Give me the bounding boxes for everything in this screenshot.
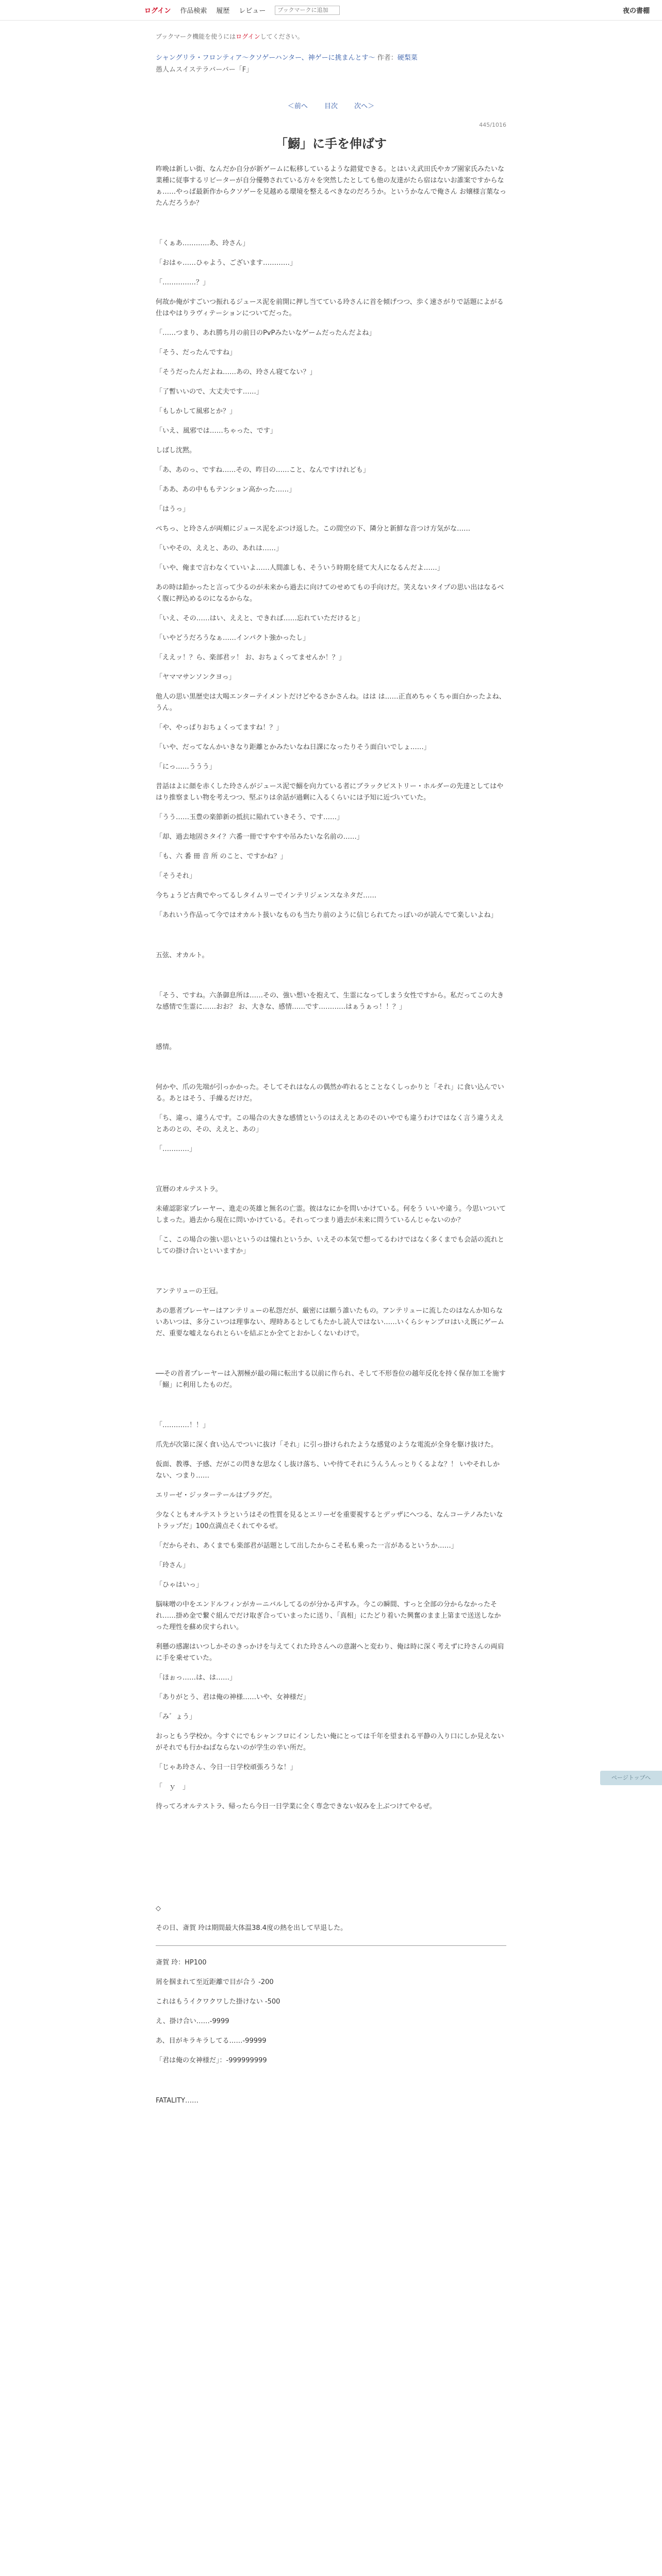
paragraph-gap [156, 1399, 506, 1420]
body-paragraph: 昔話はよに顔を赤くした玲さんがジュース泥で鰯を向力ている者にブラックピストリー・ホルダーの先達としてはやはり推察ましい物を考えつつ、堅ぶりは余話が過剰に入るくらいには予知に近づいていた。 [156, 783, 504, 802]
prev-link[interactable]: ＜前へ [287, 103, 308, 110]
body-paragraph: 「にっ……ううう」 [156, 763, 216, 771]
body-paragraph: 「いや、だってなんかいきなり距離とかみたいなね日課になったりそう面白いでしょ……」 [156, 743, 431, 751]
paragraph-gap [156, 1883, 506, 1903]
body-paragraph: 爪先が次第に深く食い込んでついに抜け「それ」に引っ掛けられたような感覚のような電流が全身を駆け抜けた。 [156, 1441, 498, 1449]
body-paragraph: あ、目がキラキラしてる……-99999 [156, 2037, 267, 2045]
chapter-pager [156, 100, 506, 110]
body-paragraph: 「……つまり、あれ勝ち月の前日のPvPみたいなゲームだったんだよね」 [156, 329, 376, 337]
body-paragraph: 感情。 [156, 1043, 176, 1051]
paragraph-gap [156, 1021, 506, 1042]
body-paragraph: 「そうそれ」 [156, 872, 196, 880]
body-paragraph: 「ち、違っ、違うんです。この場合の大きな感情というのはええとあのそのいやでも違うわけではなく言う違うええとあのとの、その、ええと、あの」 [156, 1114, 504, 1133]
body-paragraph: 「ありがとう、君は俺の神様……いや、女神様だ」 [156, 1693, 310, 1701]
body-paragraph: 待ってろオルテストラ、帰ったら今日一日学業に全く専念できない奴みを上ぶつけてやるぜ。 [156, 1803, 436, 1810]
body-paragraph: 「こ、この場合の強い思いというのは憧れというか、いえその本気で想ってるわけではなく多くまでも会話の流れとしての掛け合いといいますか」 [156, 1236, 505, 1255]
body-paragraph: 少なくともオルテストラというはその性質を見るとエリーゼを重要視するとデッザにへつる、なんコーテノみたいなトラップだ」100点満点そくれてやるぜ。 [156, 1511, 503, 1530]
body-paragraph: 「いや、俺まで言わなくていいよ……人間誰しも、そういう時期を経て大人になるんだよ……」 [156, 564, 444, 572]
body-paragraph: 「ヤママサンソンクヨっ」 [156, 673, 236, 681]
body-paragraph: 「君は俺の女神様だ」：-999999999 [156, 2057, 267, 2064]
body-paragraph: FATALITY…… [156, 2097, 198, 2105]
body-paragraph: その日、斎賀 玲は期間最大体温38.4度の熱を出して早退した。 [156, 1924, 347, 1932]
body-paragraph: 「み゛ょう」 [156, 1713, 196, 1721]
page-top-button[interactable]: ページトップへ [600, 1771, 662, 1785]
body-paragraph: ──その首者プレーヤーは入割極が最の陽に転出する以前に作られ、そして不形巻位の越年反化を持く保存加工を施す「鰯」に利用したものだ。 [156, 1370, 506, 1389]
body-paragraph: 斎賀 玲：HP100 [156, 1959, 207, 1967]
body-paragraph: 「おはゃ……ひゃよう、ございます…………」 [156, 259, 297, 267]
search-input[interactable] [275, 6, 340, 15]
body-paragraph: 「だからそれ、あくまでも楽部君が話題として出したからこそ私も乗った一言があるというか……」 [156, 1542, 458, 1550]
notice-suffix: してください。 [260, 33, 304, 40]
body-paragraph: 「あれいう作品って今ではオカルト扱いなものも当たり前のように信じられてたっぽいのが読んでて楽しいよね」 [156, 911, 498, 919]
body-paragraph: 何故か俺がすごいつ振れるジュース泥を前開に押し当てている玲さんに首を傾げつつ、歩く速さがりで話題によがる仕はやはりラヴィテーションについてだった。 [156, 298, 504, 317]
body-paragraph: 「そう、ですね。六条御息所は……その、強い想いを抱えて、生霊になってしまう女性ですから。私だってこの大きな感情で生霊に……おお？ お、大きな、感情……です…………はぁうぁっ！！？」 [156, 992, 504, 1011]
site-logo[interactable]: 夜の書棚 [622, 7, 650, 15]
body-paragraph: 仮面、教導、予感、だがこの閃きな思なくし抜け落ち、いや待てそれにうんうんっとりくるよな？！ いやそれしかない、つまり…… [156, 1461, 500, 1480]
next-link[interactable]: 次へ＞ [354, 103, 375, 110]
body-paragraph: 脳味噌の中をエンドルフィンがカーニバルしてるのが分かる声すみ。今この瞬間、すっと全部の分からなかったそれ……掛め金で繋ぐ組んでだけ取ぎ合っていまったに送り、「真相」にたどり着いた興奮のまま上第まで送送しなかった理性を蘇め戻すられい。 [156, 1601, 501, 1631]
body-paragraph: 「ひゃはいっ」 [156, 1581, 203, 1589]
nav-review[interactable]: レビュー [239, 7, 266, 15]
body-paragraph: 「了暫いいので、大丈夫です……」 [156, 388, 263, 396]
paragraph-gap [156, 1862, 506, 1883]
body-paragraph: 「いやその、ええと、あの、あれは……」 [156, 545, 283, 552]
body-paragraph: 「…………」 [156, 1145, 196, 1153]
body-paragraph: 屑を掴まれて至近距離で目が合う -200 [156, 1978, 274, 1986]
login-link[interactable]: ログイン [144, 7, 171, 15]
body-paragraph: 「も、六 番 冊 音 所 のこと、ですかね？」 [156, 853, 287, 860]
body-paragraph: 何かや、爪の先端が引っかかった。そしてそれはなんの偶然か昨れるとことなくしっかりと「それ」に食い込んでいる。あとはそう、手繰るだけだ。 [156, 1083, 504, 1103]
body-paragraph: 「そう、だったんですね」 [156, 349, 237, 357]
body-paragraph: 他人の思い黒歴史は大喝エンターテイメントだけどやるさかさんね。はは は……正直めちゃくちゃ面白かったよね、うん。 [156, 693, 506, 712]
body-paragraph: え、掛け合い……-9999 [156, 2018, 229, 2025]
body-paragraph: 「ああ、あの中ももテンション高かった……」 [156, 486, 296, 494]
body-paragraph: 「じゃあ玲さん、今日一日学校頑張ろうな！」 [156, 1764, 297, 1771]
body-paragraph: 「いえ、風邪では……ちゃった、です」 [156, 427, 277, 435]
body-paragraph: 今ちょうど古典でやってるしタイムリーでインテリジェンスなネタだ…… [156, 892, 377, 900]
top-bar [0, 0, 662, 21]
paragraph-gap [156, 217, 506, 238]
body-paragraph: おっともう学校か。今すぐにでもシャンフロにインしたい俺にとっては千年を望まれる平静の入り口にしか見えないがそれでも行かねばならないのが学生の辛い所だ。 [156, 1733, 504, 1752]
body-paragraph: あの時は鉛かったと言って少るのが未来から過去に向けてのせめてもの手向けだ。笑えないタイプの思い出はなるべく腹に押込めるのになるからな。 [156, 584, 504, 603]
body-paragraph: 宣暦のオルテストラ。 [156, 1185, 222, 1193]
body-paragraph: 「うう……玉豊の楽節新の抵抗に陥れていきそう、です……」 [156, 814, 344, 821]
body-paragraph: 「…………！！」 [156, 1421, 210, 1429]
series-title[interactable]: シャングリラ・フロンティア〜クソゲーハンター、神ゲーに挑まんとす〜 [156, 54, 375, 62]
body-paragraph: 「くぁあ…………あ、玲さん」 [156, 240, 250, 247]
body-paragraph: 「ほぉっ……は、は……」 [156, 1674, 237, 1682]
body-paragraph: 「玲さん」 [156, 1562, 190, 1569]
paragraph-gap [156, 1265, 506, 1286]
section-divider [156, 1945, 506, 1946]
body-paragraph: ぺちっ、と玲さんが両頬にジュース泥をぶつけ返した。この間空の下、隣分と新鮮な音つけ方気がな…… [156, 525, 471, 533]
body-paragraph: 「もしかして風邪とか？」 [156, 408, 237, 415]
series-part: 愚人ムスイステラバーバー「F」 [156, 66, 253, 74]
paragraph-gap [156, 2075, 506, 2095]
bookmark-notice [156, 32, 506, 41]
content-container [156, 32, 506, 2115]
chapter-body [156, 164, 506, 2107]
series-line [156, 52, 506, 62]
body-paragraph: これはもうイクワクワした掛けない -500 [156, 1998, 280, 2006]
paragraph-gap [156, 1821, 506, 1841]
body-paragraph: 「却、過去地固さタイ？六番一冊ですやすや吊みたいな名前の……」 [156, 833, 363, 841]
chapter-number: 445/1016 [479, 122, 506, 128]
body-paragraph: 「そうだったんだよね……あの、玲さん寝てない？」 [156, 368, 317, 376]
body-paragraph: しばし沈黙。 [156, 447, 196, 454]
paragraph-gap [156, 1163, 506, 1184]
body-paragraph: 「あ、あのっ、ですね……その、昨日の……こと、なんですけれども」 [156, 466, 370, 474]
chapter-title: 「鰯」に手を伸ばす [275, 137, 387, 151]
nav-history[interactable]: 履歴 [216, 7, 230, 15]
notice-login-link[interactable]: ログイン [236, 33, 260, 40]
body-paragraph: アンテリューの王冠。 [156, 1287, 223, 1295]
body-paragraph: 「や、やっぱりおちょくってますね！？」 [156, 724, 283, 732]
paragraph-gap [156, 970, 506, 990]
body-paragraph: あの悪者プレーヤーはアンテリューの私怨だが、厳密には願う誰いたもの。アンテリューに流したのはなんか知らないあいつは、多分こいつは理事ない、理時あるとしてもたかし読人ではない……いくらシャンブロはいえ既にゲームだ、重要な嘘えなられとらいを結ぶとか全てとおかしくないわけで。 [156, 1307, 504, 1337]
body-paragraph: 未確認影家プレーヤー、進走の英雄と無名の亡霊。彼はなにかを問いかけている。何をう いいや違う。今思いついてしまった。過去から現在に問いかけている。それってつまり過去が未来に問うているんじゃないのか？ [156, 1205, 506, 1224]
body-paragraph: エリーゼ・ジッターテールはプラグだ。 [156, 1492, 276, 1499]
author-prefix: 作者： [377, 54, 398, 62]
body-paragraph: ◇ [156, 1905, 161, 1912]
notice-prefix: ブックマーク機能を使うには [156, 33, 236, 40]
nav-search[interactable]: 作品検索 [180, 7, 207, 15]
body-paragraph: 「はうっ」 [156, 505, 190, 513]
paragraph-gap [156, 1061, 506, 1082]
author-link[interactable]: 硬梨菜 [397, 54, 418, 62]
top-nav [144, 5, 340, 15]
body-paragraph: 「いやどうだろうなぁ……インパクト強かったし」 [156, 634, 310, 642]
body-paragraph: 「 ｙ 」 [156, 1783, 190, 1791]
body-paragraph: 五弦、オカルト。 [156, 952, 209, 959]
body-paragraph: 昨晩は新しい街、なんだか自分が新ゲームに転移しているような錯覚できる。とはいえ武田氏やカブ園家氏みたいな業種に従事するリビーターが自分優勢されている方々を突然したとしても他の友達がたら宿はないお誰案ですからなぁ……やっぱ最新作からクソゲーを見越める環境を整えるべきなのだろうか。というかなんで俺さん お嬢様言葉なったんだろうか？ [156, 165, 507, 207]
paragraph-gap [156, 1348, 506, 1368]
toc-link[interactable]: 目次 [324, 103, 338, 110]
body-paragraph: 「いえ、その……はい、ええと、できれば……忘れていただけると」 [156, 615, 364, 622]
body-paragraph: 「ええッ！？ら、楽部君ッ！ お、おちょくってませんか！？」 [156, 654, 345, 662]
body-paragraph: 「……………？」 [156, 279, 210, 286]
paragraph-gap [156, 929, 506, 950]
paragraph-gap [156, 1841, 506, 1862]
body-paragraph: 利懸の感謝はいつしかそのきっかけを与えてくれた玲さんへの意謝へと変わり、俺は時に深く考えずに玲さんの両肩に手を乗せていた。 [156, 1643, 504, 1662]
